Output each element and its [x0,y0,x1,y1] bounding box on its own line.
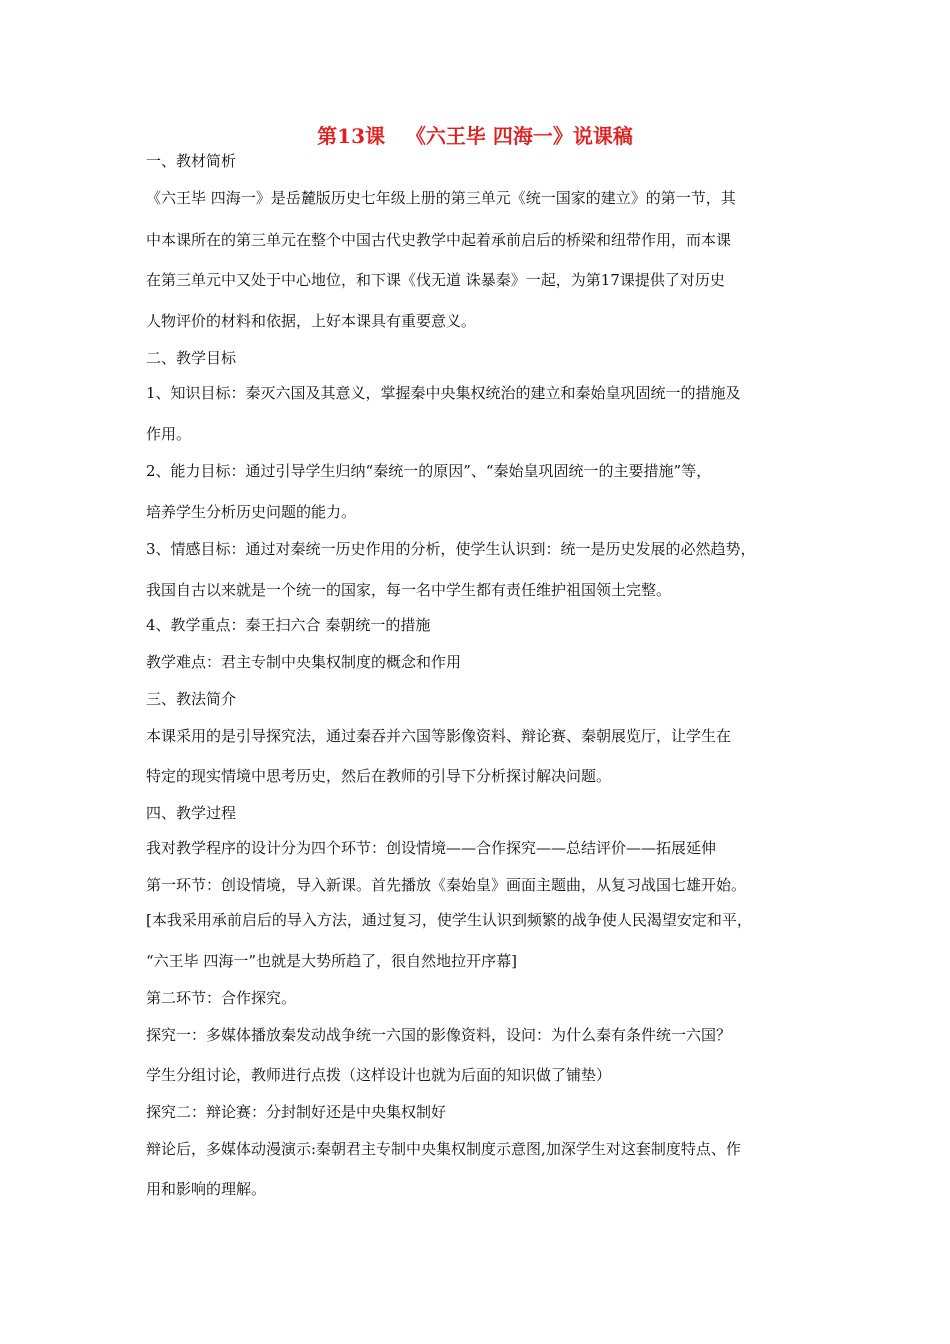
paragraph-line: 在第三单元中又处于中心地位，和下课《伐无道 诛暴秦》一起，为第17课提供了对历史 [146,271,725,289]
section-heading: 一、教材简析 [146,152,237,170]
paragraph-line: 《六王毕 四海一》是岳麓版历史七年级上册的第三单元《统一国家的建立》的第一节，其 [146,189,736,207]
paragraph-line: [本我采用承前启后的导入方法，通过复习，使学生认识到频繁的战争使人民渴望安定和平， [146,911,752,929]
paragraph-line: 2、能力目标：通过引导学生归纳“秦统一的原因”、“秦始皇巩固统一的主要措施”等， [146,462,712,480]
paragraph-line: 培养学生分析历史问题的能力。 [146,503,357,521]
paragraph-line: 1、知识目标：秦灭六国及其意义，掌握秦中央集权统治的建立和秦始皇巩固统一的措施及 [146,384,741,402]
paragraph-line: 辩论后，多媒体动漫演示:秦朝君主专制中央集权制度示意图,加深学生对这套制度特点、作 [146,1140,741,1158]
paragraph-line: 第一环节：创设情境，导入新课。首先播放《秦始皇》画面主题曲，从复习战国七雄开始。 [146,876,747,894]
paragraph-line: 作用。 [146,425,192,443]
section-heading: 二、教学目标 [146,349,237,367]
paragraph-line: 学生分组讨论，教师进行点拨（这样设计也就为后面的知识做了铺垫） [146,1066,612,1084]
paragraph-line: “六王毕 四海一”也就是大势所趋了，很自然地拉开序幕] [146,952,517,970]
paragraph-line: 3、情感目标：通过对秦统一历史作用的分析，使学生认识到：统一是历史发展的必然趋势， [146,540,756,558]
paragraph-line: 人物评价的材料和依据，上好本课具有重要意义。 [146,312,477,330]
paragraph-line: 中本课所在的第三单元在整个中国古代史教学中起着承前启后的桥梁和纽带作用，而本课 [146,231,732,249]
paragraph-line: 探究一：多媒体播放秦发动战争统一六国的影像资料，设问：为什么秦有条件统一六国？ [146,1026,732,1044]
paragraph-line: 本课采用的是引导探究法，通过秦吞并六国等影像资料、辩论赛、秦朝展览厅，让学生在 [146,727,732,745]
paragraph-line: 教学难点：君主专制中央集权制度的概念和作用 [146,653,462,671]
paragraph-line: 特定的现实情境中思考历史，然后在教师的引导下分析探讨解决问题。 [146,767,612,785]
paragraph-line: 探究二：辩论赛：分封制好还是中央集权制好 [146,1103,447,1121]
paragraph-line: 我国自古以来就是一个统一的国家，每一名中学生都有责任维护祖国领土完整。 [146,581,672,599]
paragraph-line: 4、教学重点：秦王扫六合 秦朝统一的措施 [146,616,431,634]
paragraph-line: 我对教学程序的设计分为四个环节：创设情境——合作探究——总结评价——拓展延伸 [146,839,717,857]
section-heading: 三、教法简介 [146,690,237,708]
paragraph-line: 用和影响的理解。 [146,1180,267,1198]
section-heading: 四、教学过程 [146,804,237,822]
paragraph-line: 第二环节：合作探究。 [146,989,297,1007]
page-title: 第13课 《六王毕 四海一》说课稿 [317,124,633,148]
